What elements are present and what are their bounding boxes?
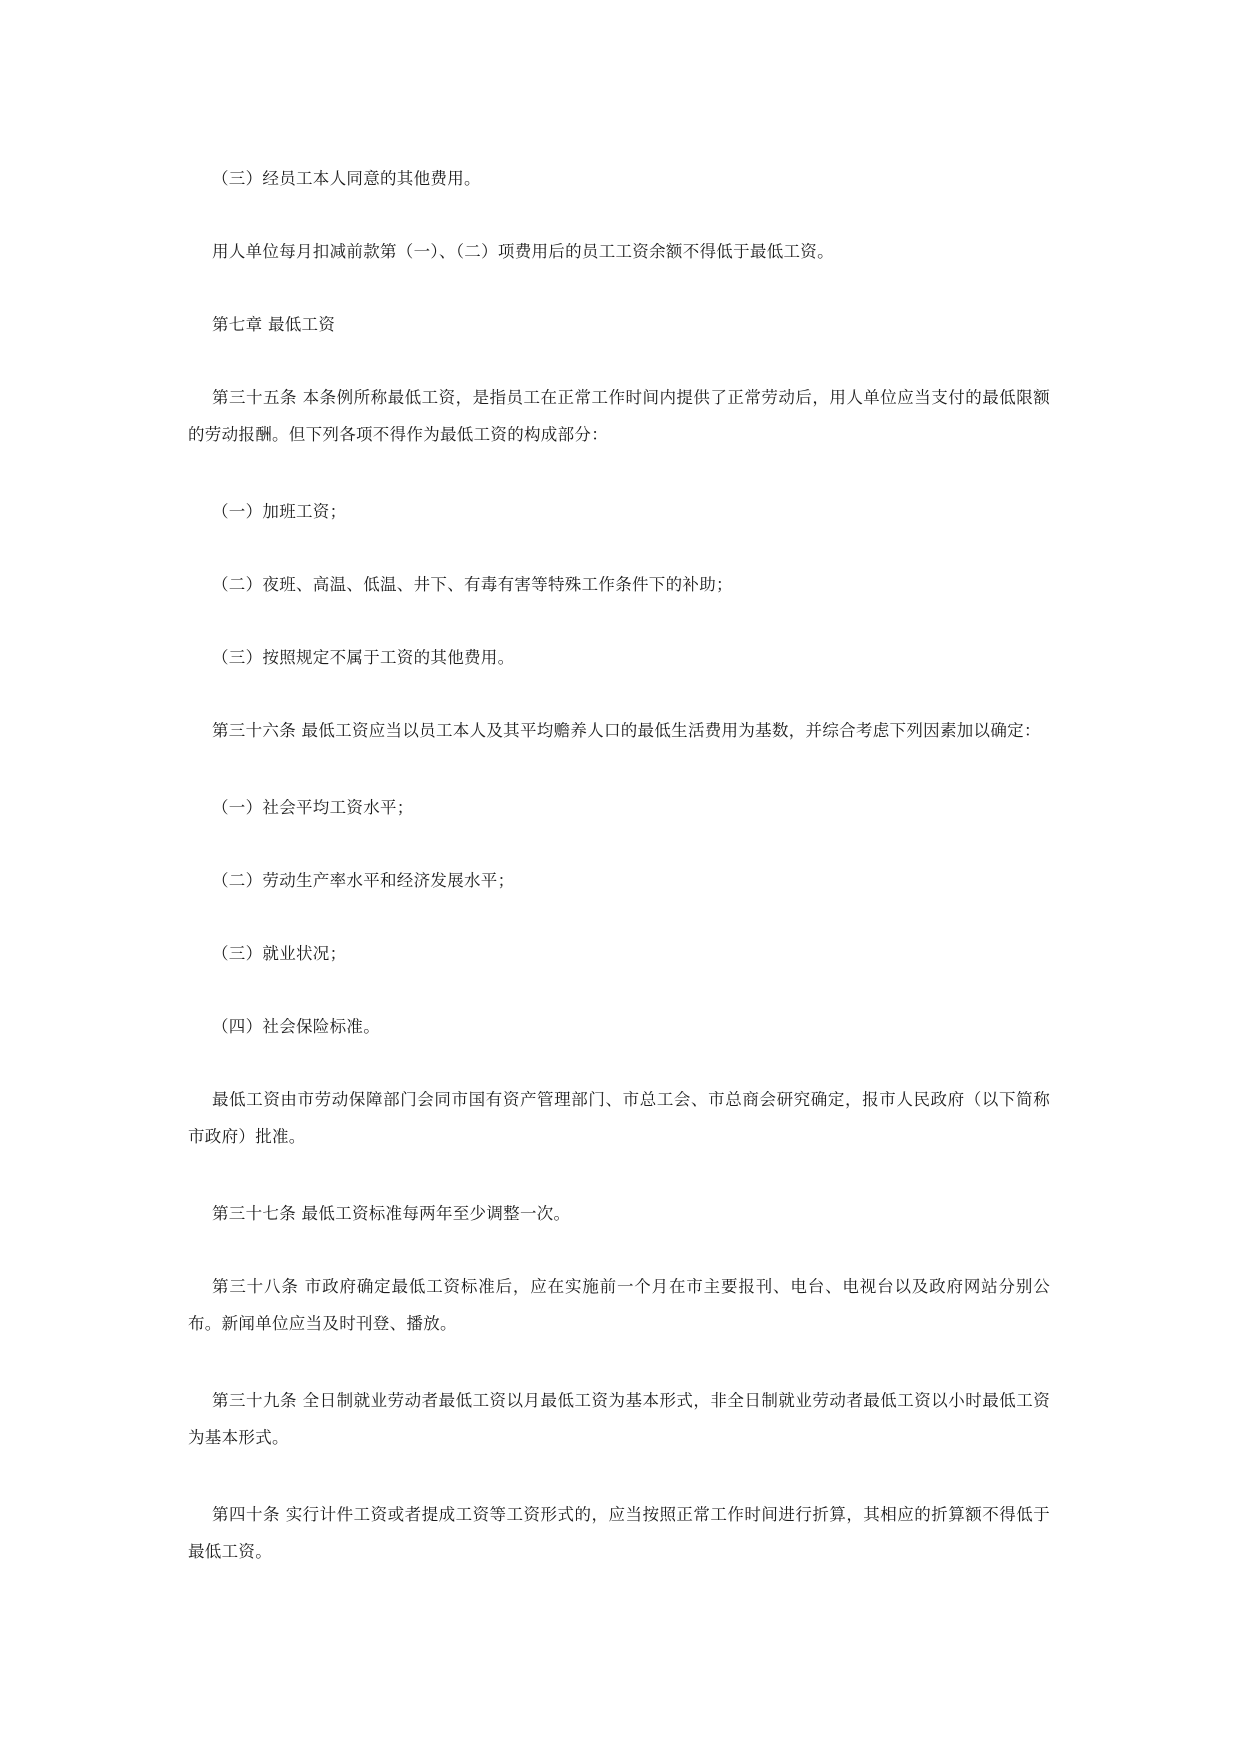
document-body	[188, 160, 1050, 1610]
article-37: 第三十七条 最低工资标准每两年至少调整一次。	[212, 1204, 571, 1223]
article-35: 第三十五条 本条例所称最低工资，是指员工在正常工作时间内提供了正常劳动后，用人单位应当支付的最低限额的劳动报酬。但下列各项不得作为最低工资的构成部分：	[188, 388, 1050, 444]
list-item: （三）按照规定不属于工资的其他费用。	[212, 648, 515, 667]
paragraph: （三）经员工本人同意的其他费用。	[212, 169, 481, 188]
article-40: 第四十条 实行计件工资或者提成工资等工资形式的，应当按照正常工作时间进行折算，其相应的折算额不得低于最低工资。	[188, 1505, 1050, 1561]
article-36: 第三十六条 最低工资应当以员工本人及其平均赡养人口的最低生活费用为基数，并综合考虑下列因素加以确定：	[212, 721, 1041, 740]
article-38: 第三十八条 市政府确定最低工资标准后，应在实施前一个月在市主要报刊、电台、电视台以及政府网站分别公布。新闻单位应当及时刊登、播放。	[188, 1277, 1050, 1333]
paragraph: 用人单位每月扣减前款第（一）、（二）项费用后的员工工资余额不得低于最低工资。	[212, 242, 834, 261]
list-item: （四）社会保险标准。	[212, 1017, 380, 1036]
article-39: 第三十九条 全日制就业劳动者最低工资以月最低工资为基本形式，非全日制就业劳动者最低工资以小时最低工资为基本形式。	[188, 1391, 1050, 1447]
chapter-heading: 第七章 最低工资	[212, 315, 336, 334]
list-item: （二）夜班、高温、低温、井下、有毒有害等特殊工作条件下的补助；	[212, 575, 733, 594]
list-item: （三）就业状况；	[212, 944, 347, 963]
paragraph: 最低工资由市劳动保障部门会同市国有资产管理部门、市总工会、市总商会研究确定，报市人民政府（以下简称市政府）批准。	[188, 1090, 1050, 1146]
list-item: （二）劳动生产率水平和经济发展水平；	[212, 871, 515, 890]
list-item: （一）加班工资；	[212, 502, 347, 521]
list-item: （一）社会平均工资水平；	[212, 798, 414, 817]
